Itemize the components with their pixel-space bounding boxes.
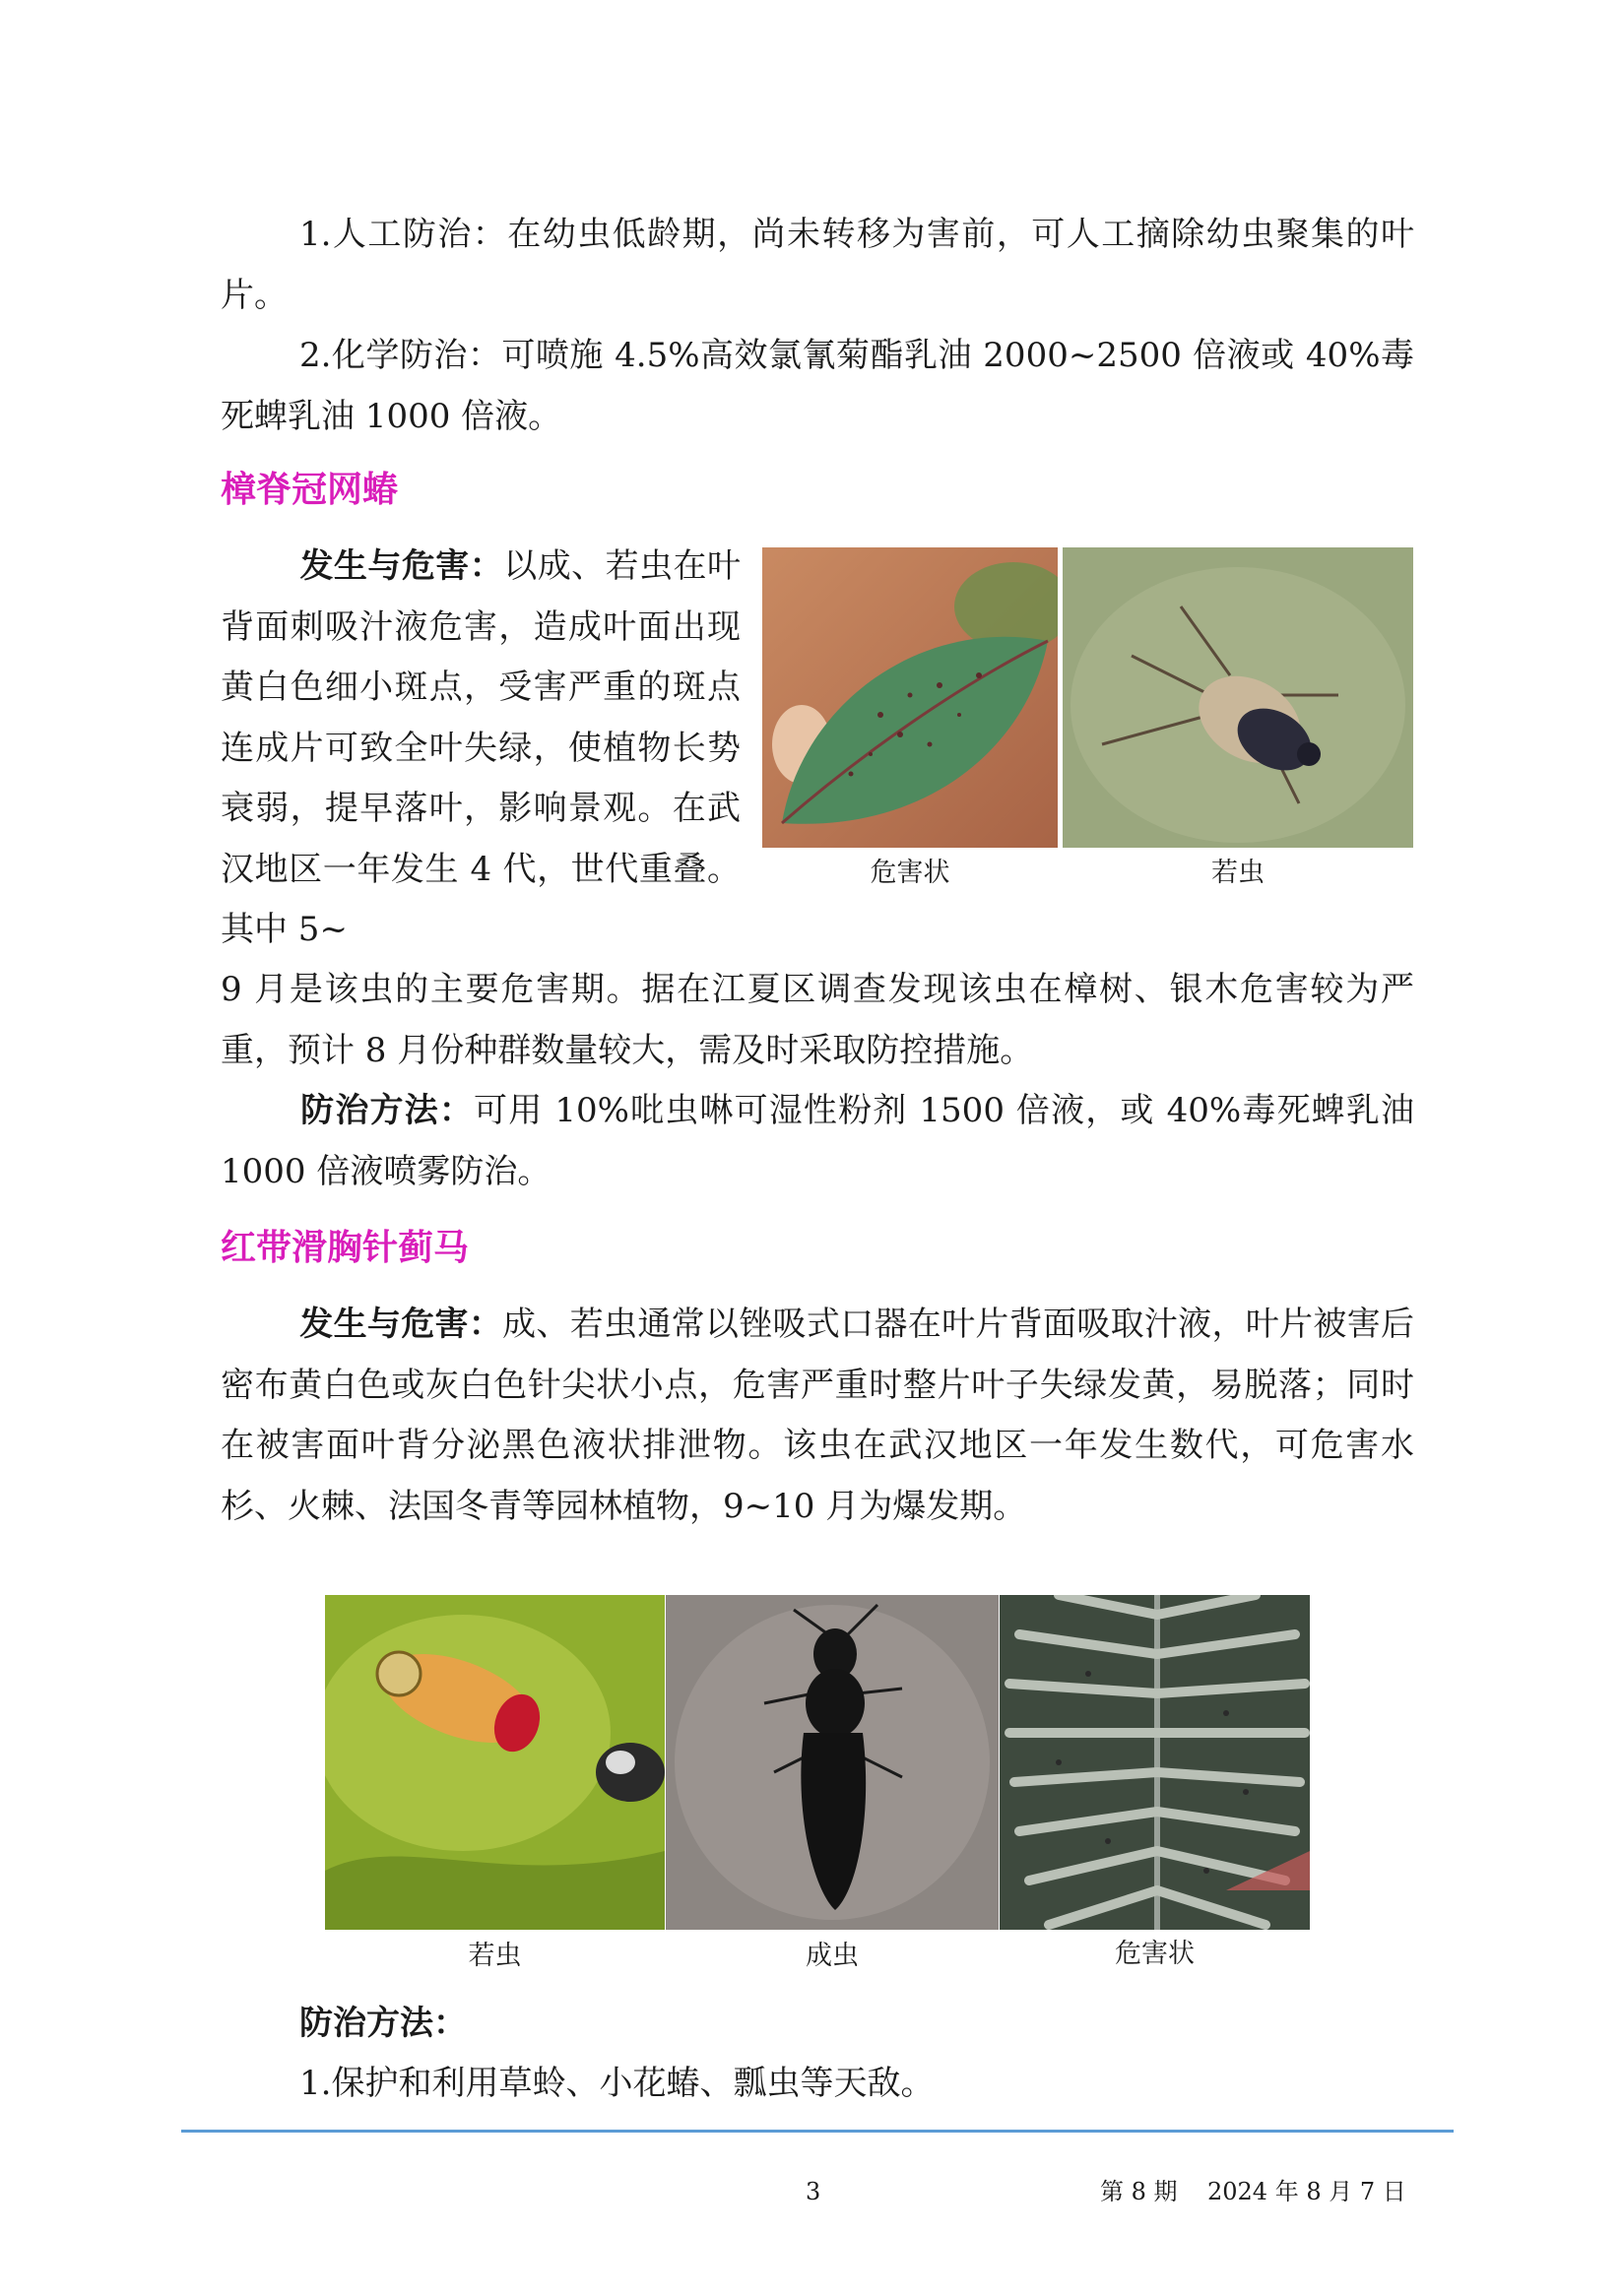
page-number: 3	[806, 2178, 821, 2205]
photo-thrips-adult	[666, 1595, 999, 1930]
section2-occurrence: 发生与危害：成、若虫通常以锉吸式口器在叶片背面吸取汁液，叶片被害后密布黄白色或灰白色针尖状小点，危害严重时整片叶子失绿发黄，易脱落；同时在被害面叶背分泌黑色液状排泄物。该虫在武汉地区一年发生数代，可危害水杉、火棘、法国冬青等园林植物，9~10 月为爆发期。	[221, 1305, 1415, 1526]
control-label: 防治方法：	[299, 1091, 475, 1130]
caption-thrips-nymph: 若虫	[468, 1941, 522, 1971]
section-title-red-banded-thrips: 红带滑胸针蓟马	[221, 1228, 470, 1268]
occurrence-label: 发生与危害：	[299, 1305, 503, 1344]
photo-thrips-nymph	[325, 1595, 665, 1930]
photo-damage-leaf	[762, 547, 1058, 848]
section-title-camphor-lace-bug: 樟脊冠网蝽	[221, 470, 399, 510]
intro-method-2: 2.化学防治：可喷施 4.5%高效氯氰菊酯乳油 2000~2500 倍液或 40%毒死蜱乳油 1000 倍液。	[221, 336, 1414, 436]
section2-control-label: 防治方法：	[299, 2004, 467, 2043]
photo-nymph-lace-bug	[1063, 547, 1413, 848]
caption-damage: 危害状	[870, 858, 950, 888]
caption-nymph: 若虫	[1211, 858, 1265, 888]
intro-method-1: 1.人工防治：在幼虫低龄期，尚未转移为害前，可人工摘除幼虫聚集的叶片。	[221, 215, 1414, 315]
caption-thrips-damage: 危害状	[1115, 1939, 1195, 1969]
section1-occurrence-wrap: 发生与危害：以成、若虫在叶背面刺吸汁液危害，造成叶面出现黄白色细小斑点，受害严重的斑点连成片可致全叶失绿，使植物长势衰弱，提早落叶，影响景观。在武汉地区一年发生 4 代，世代重叠。其中 5~	[221, 546, 742, 949]
section1-occurrence-rest: 9 月是该虫的主要危害期。据在江夏区调查发现该虫在樟树、银木危害较为严重，预计 8 月份种群数量较大，需及时采取防控措施。	[221, 970, 1414, 1070]
photo-thrips-damage	[1000, 1595, 1310, 1930]
section1-control: 防治方法：可用 10%吡虫啉可湿性粉剂 1500 倍液，或 40%毒死蜱乳油 1000 倍液喷雾防治。	[221, 1091, 1415, 1191]
occurrence-label: 发生与危害：	[299, 546, 504, 586]
footer-rule	[181, 2130, 1454, 2133]
issue-number: 第 8 期	[1100, 2178, 1178, 2205]
section2-control-item-1: 1.保护和利用草蛉、小花蝽、瓢虫等天敌。	[299, 2064, 935, 2103]
caption-thrips-adult: 成虫	[806, 1941, 859, 1971]
issue-date: 2024 年 8 月 7 日	[1207, 2178, 1406, 2205]
